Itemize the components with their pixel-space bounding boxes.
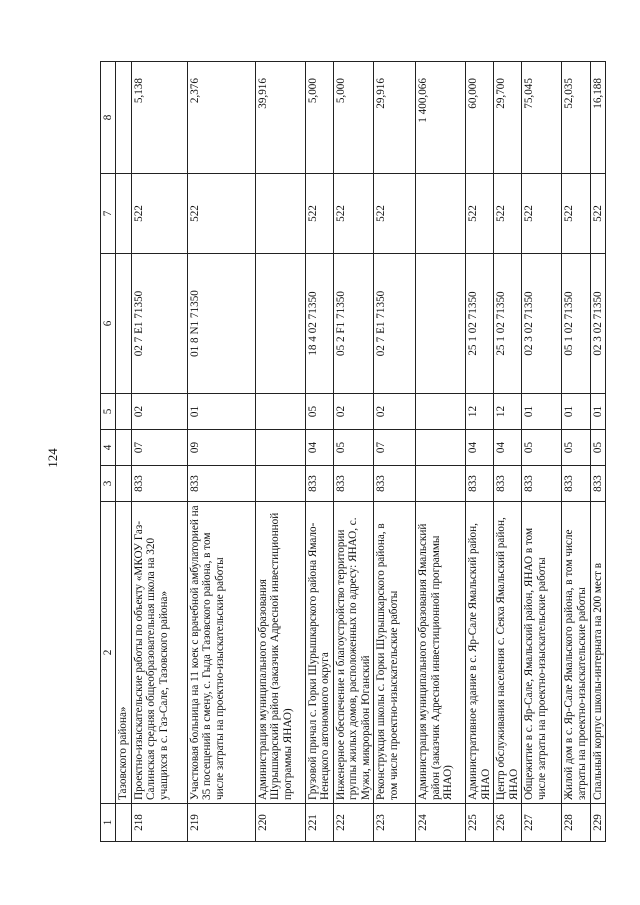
row-name: Проектно-изыскательские работы по объекту «МКОУ Газ-Салинская средняя общеобразовательная школа на 320 учащихся в с. Газ-Сале, Тазовского района» <box>131 502 187 804</box>
column-6-code: 05 1 02 71350 <box>562 254 590 394</box>
continuation-text: Тазовского района» <box>116 502 132 804</box>
column-5-code <box>416 394 466 430</box>
column-5-code: 01 <box>522 394 562 430</box>
amount: 2,376 <box>187 62 255 174</box>
table-row <box>131 62 187 842</box>
row-name: Спальный корпус школы-интерната на 200 мест в <box>590 502 606 804</box>
column-5-code: 01 <box>187 394 255 430</box>
table-row <box>187 62 255 842</box>
budget-table <box>100 61 606 842</box>
continuation-row <box>116 62 132 842</box>
header-cell: 2 <box>101 502 116 804</box>
column-7-code: 522 <box>374 174 416 254</box>
table-row <box>374 62 416 842</box>
header-row <box>101 62 116 842</box>
row-number: 220 <box>255 804 305 842</box>
amount: 39,916 <box>255 62 305 174</box>
column-4-code: 05 <box>590 430 606 466</box>
column-4-code <box>255 430 305 466</box>
row-name: Административное здание в с. Яр-Сале Ямальский район, ЯНАО <box>466 502 494 804</box>
amount: 1 400,066 <box>416 62 466 174</box>
column-6-code: 02 3 02 71350 <box>590 254 606 394</box>
column-7-code: 522 <box>305 174 333 254</box>
column-3-code: 833 <box>590 466 606 502</box>
row-name: Общежитие в с. Яр-Сале, Ямальский район, ЯНАО в том числе затраты на проектно-изыскательские работы <box>522 502 562 804</box>
column-6-code: 01 8 N1 71350 <box>187 254 255 394</box>
header-cell: 4 <box>101 430 116 466</box>
column-4-code: 07 <box>131 430 187 466</box>
amount: 5,000 <box>305 62 333 174</box>
column-7-code: 522 <box>494 174 522 254</box>
rotated-page-area <box>100 62 604 842</box>
column-4-code: 04 <box>466 430 494 466</box>
row-number: 222 <box>333 804 374 842</box>
column-7-code: 522 <box>466 174 494 254</box>
column-4-code: 09 <box>187 430 255 466</box>
row-number: 223 <box>374 804 416 842</box>
table-cell <box>116 430 132 466</box>
header-cell: 7 <box>101 174 116 254</box>
header-cell: 5 <box>101 394 116 430</box>
row-name: Администрация муниципального образования Ямальский район (заказчик Адресной инвестиционной программы ЯНАО) <box>416 502 466 804</box>
amount: 29,916 <box>374 62 416 174</box>
row-name: Грузовой причал с. Горки Шурышкарского района Ямало-Ненецкого автономного округа <box>305 502 333 804</box>
amount: 29,700 <box>494 62 522 174</box>
row-number: 221 <box>305 804 333 842</box>
column-5-code: 02 <box>131 394 187 430</box>
column-5-code: 02 <box>374 394 416 430</box>
amount: 75,045 <box>522 62 562 174</box>
row-number: 219 <box>187 804 255 842</box>
column-6-code <box>255 254 305 394</box>
column-4-code: 04 <box>494 430 522 466</box>
table-cell <box>116 394 132 430</box>
table-row <box>590 62 606 842</box>
table-row <box>466 62 494 842</box>
amount: 52,035 <box>562 62 590 174</box>
table-cell <box>116 804 132 842</box>
column-3-code: 833 <box>305 466 333 502</box>
table-cell <box>116 62 132 174</box>
row-number: 229 <box>590 804 606 842</box>
column-3-code: 833 <box>562 466 590 502</box>
column-5-code: 01 <box>590 394 606 430</box>
budget-table-container <box>100 62 604 842</box>
row-name: Участковая больница на 11 коек с врачебной амбулаторией на 35 посещений в смену, с. Гыда Тазовского района, в том числе затраты на проектно-изыскательские работы <box>187 502 255 804</box>
column-7-code: 522 <box>590 174 606 254</box>
table-cell <box>116 254 132 394</box>
column-5-code: 12 <box>466 394 494 430</box>
column-3-code <box>255 466 305 502</box>
row-number: 226 <box>494 804 522 842</box>
column-6-code: 25 1 02 71350 <box>466 254 494 394</box>
column-4-code: 05 <box>333 430 374 466</box>
table-row <box>305 62 333 842</box>
column-5-code <box>255 394 305 430</box>
row-name: Инженерное обеспечение и благоустройство территории группы жилых домов, расположенных по адресу: ЯНАО, с. Мужи, микрорайон Юганский <box>333 502 374 804</box>
column-7-code: 522 <box>187 174 255 254</box>
table-row <box>494 62 522 842</box>
column-3-code <box>416 466 466 502</box>
row-number: 218 <box>131 804 187 842</box>
column-4-code: 04 <box>305 430 333 466</box>
row-number: 228 <box>562 804 590 842</box>
column-5-code: 01 <box>562 394 590 430</box>
row-name: Администрация муниципального образования Шурышкарский район (заказчик Адресной инвестиционной программы ЯНАО) <box>255 502 305 804</box>
amount: 60,000 <box>466 62 494 174</box>
column-3-code: 833 <box>374 466 416 502</box>
column-6-code: 18 4 02 71350 <box>305 254 333 394</box>
header-cell: 8 <box>101 62 116 174</box>
amount: 16,188 <box>590 62 606 174</box>
column-7-code <box>255 174 305 254</box>
table-row <box>333 62 374 842</box>
column-3-code: 833 <box>131 466 187 502</box>
header-cell: 3 <box>101 466 116 502</box>
table-row <box>416 62 466 842</box>
table-row <box>562 62 590 842</box>
column-7-code: 522 <box>131 174 187 254</box>
table-cell <box>116 466 132 502</box>
column-5-code: 12 <box>494 394 522 430</box>
table-body <box>101 62 606 842</box>
column-4-code: 07 <box>374 430 416 466</box>
column-3-code: 833 <box>522 466 562 502</box>
column-7-code: 522 <box>562 174 590 254</box>
column-4-code: 05 <box>562 430 590 466</box>
page-number: 124 <box>45 448 60 468</box>
column-5-code: 02 <box>333 394 374 430</box>
column-6-code: 02 3 02 71350 <box>522 254 562 394</box>
table-row <box>522 62 562 842</box>
table-row <box>255 62 305 842</box>
column-7-code <box>416 174 466 254</box>
column-7-code: 522 <box>522 174 562 254</box>
column-4-code <box>416 430 466 466</box>
row-number: 224 <box>416 804 466 842</box>
column-3-code: 833 <box>187 466 255 502</box>
column-4-code: 05 <box>522 430 562 466</box>
amount: 5,138 <box>131 62 187 174</box>
column-3-code: 833 <box>494 466 522 502</box>
row-name: Центр обслуживания населения с. Сеяха Ямальский район, ЯНАО <box>494 502 522 804</box>
header-cell: 1 <box>101 804 116 842</box>
column-7-code: 522 <box>333 174 374 254</box>
column-3-code: 833 <box>466 466 494 502</box>
row-number: 227 <box>522 804 562 842</box>
amount: 5,000 <box>333 62 374 174</box>
row-number: 225 <box>466 804 494 842</box>
row-name: Жилой дом в с. Яр-Сале Ямальского района, в том числе затраты на проектно-изыскательские работы <box>562 502 590 804</box>
column-6-code: 05 2 F1 71350 <box>333 254 374 394</box>
column-5-code: 05 <box>305 394 333 430</box>
column-6-code: 25 1 02 71350 <box>494 254 522 394</box>
column-3-code: 833 <box>333 466 374 502</box>
column-6-code: 02 7 E1 71350 <box>374 254 416 394</box>
header-cell: 6 <box>101 254 116 394</box>
table-cell <box>116 174 132 254</box>
row-name: Реконструкция школы с. Горки Шурышкарского района, в том числе проектно-изыскательские работы <box>374 502 416 804</box>
column-6-code <box>416 254 466 394</box>
column-6-code: 02 7 E1 71350 <box>131 254 187 394</box>
